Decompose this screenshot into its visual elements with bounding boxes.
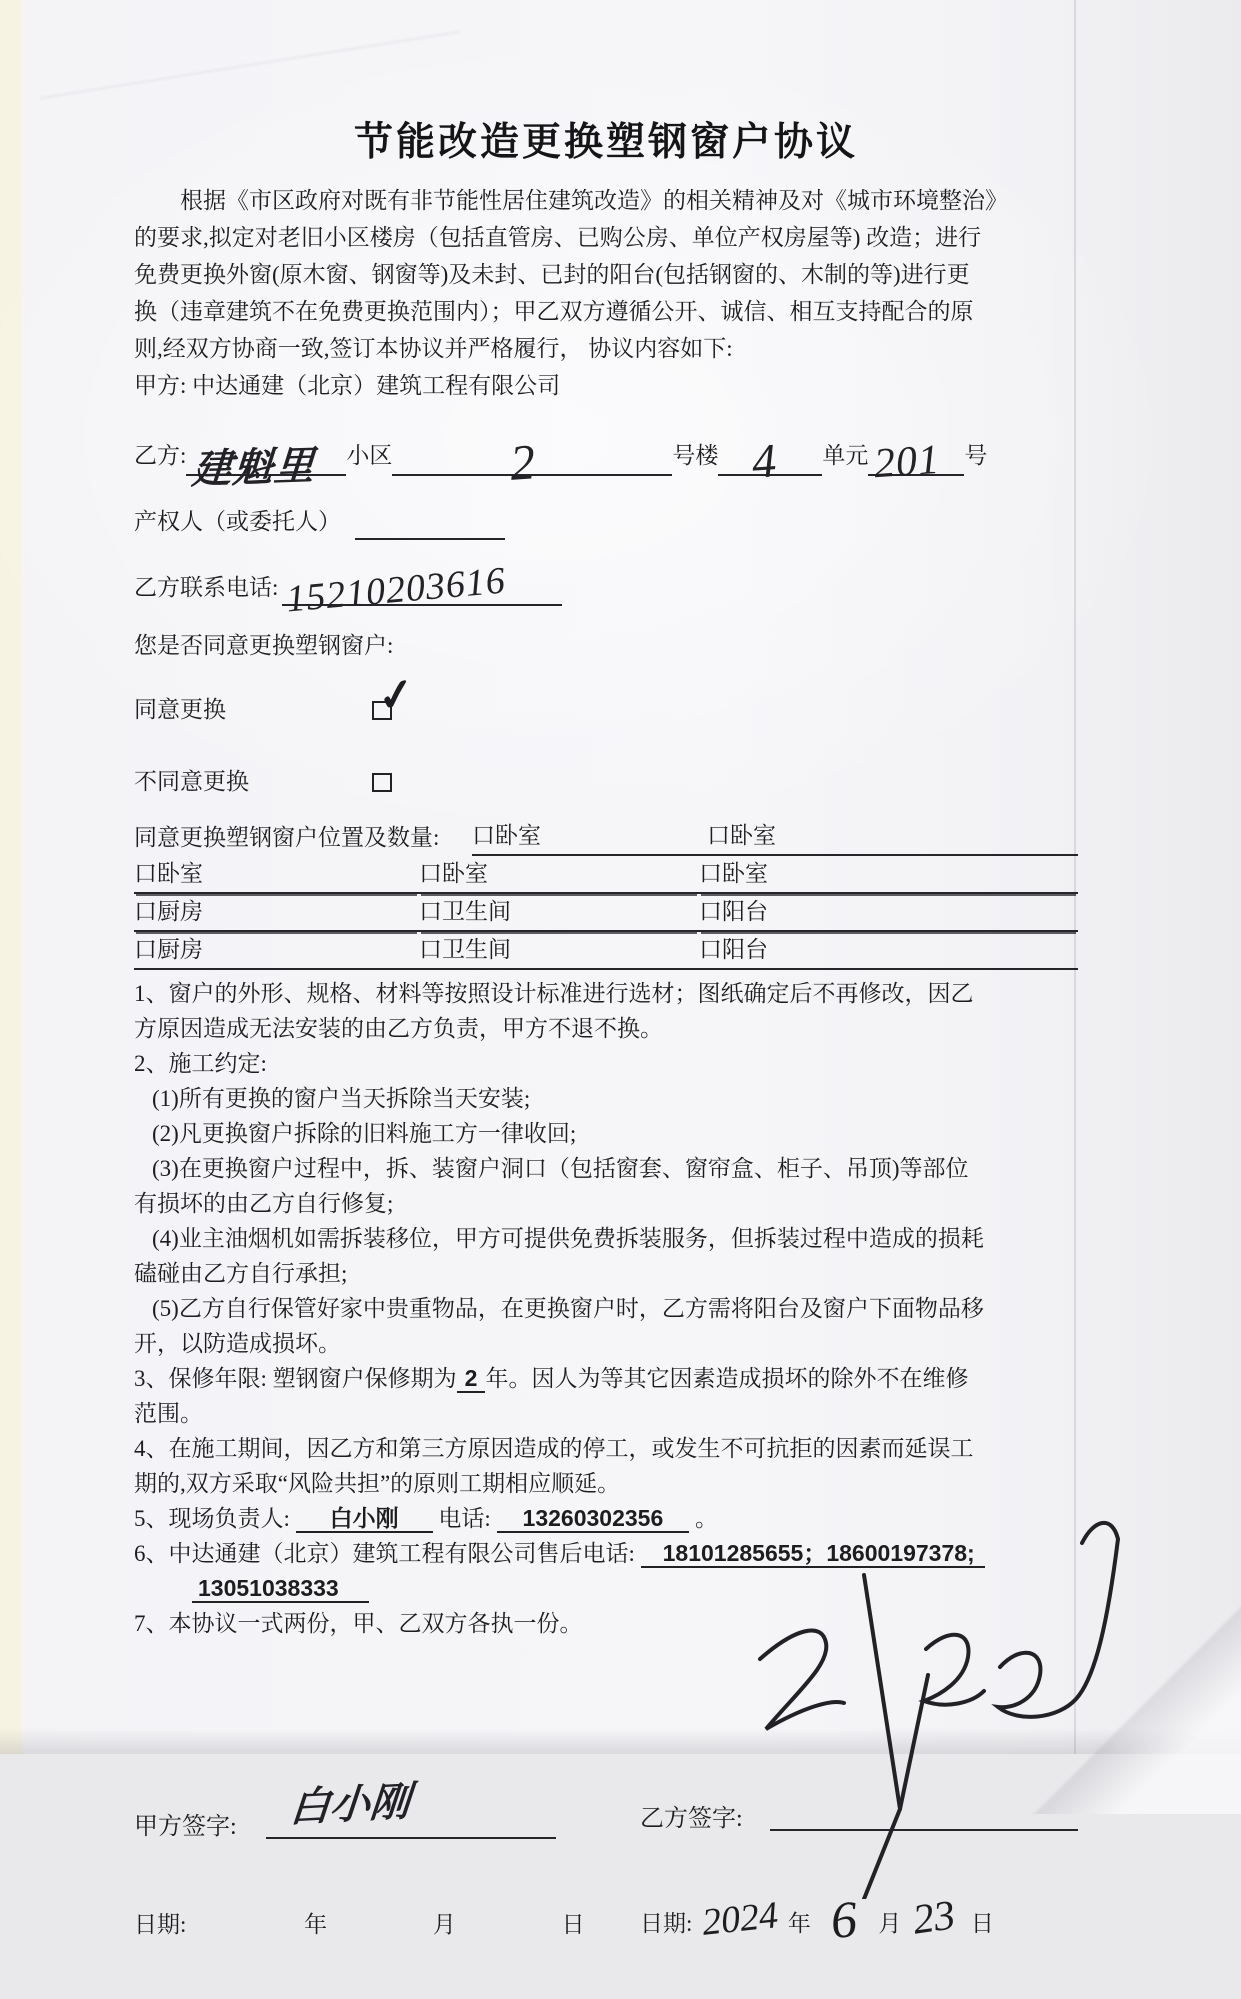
signature-area	[134, 1669, 1078, 1999]
building-number-handwriting: 4	[750, 434, 780, 489]
clause-2-3-cont: 有损坏的由乙方自行修复;	[134, 1191, 394, 1216]
locations-row	[134, 818, 1078, 856]
date-a-label: 日期:	[134, 1912, 187, 1937]
party-b-label: 乙方:	[134, 443, 187, 468]
agree-label: 同意更换	[134, 697, 226, 722]
location-cell	[419, 894, 699, 932]
location-label: 口阳台	[699, 899, 768, 924]
party-a-signature-handwriting: 白小刚	[288, 1778, 412, 1831]
party-a-line: 甲方: 中达通建（北京）建筑工程有限公司	[134, 373, 561, 398]
party-a-signature-line	[266, 1837, 556, 1839]
locations-row	[134, 932, 1078, 970]
location-label: 口卫生间	[419, 899, 511, 924]
location-label: 口卧室	[707, 823, 776, 848]
location-label: 口卧室	[472, 823, 541, 848]
clause-4-cont: 期的,双方采取“风险共担”的原则工期相应顺延。	[134, 1471, 621, 1496]
clause-2-2: (2)凡更换窗户拆除的旧料施工方一律收回;	[152, 1121, 577, 1146]
disagree-checkbox	[372, 773, 392, 792]
location-cell	[472, 818, 707, 856]
block-number-field	[392, 433, 672, 491]
clause-2-1: (1)所有更换的窗户当天拆除当天安装;	[152, 1086, 531, 1111]
intro-line: 的要求,拟定对老旧小区楼房（包括直管房、已购公房、单位产权房屋等) 改造；进行	[134, 225, 982, 250]
location-cell	[134, 932, 419, 970]
estate-name-handwriting: 建魁里	[190, 442, 317, 493]
clause-3-text: 3、保修年限: 塑钢窗户保修期为	[134, 1366, 457, 1391]
location-cell	[419, 932, 699, 970]
clause-2-5: (5)乙方自行保管好家中贵重物品，在更换窗户时，乙方需将阳台及窗户下面物品移	[152, 1296, 984, 1321]
party-b-signature-handwriting	[714, 1479, 1134, 1899]
estate-name-field	[186, 442, 346, 493]
clause-5-label: 5、现场负责人:	[134, 1506, 290, 1531]
intro-line: 根据《市区政府对既有非节能性居住建筑改造》的相关精神及对《城市环境整治》	[180, 188, 1008, 213]
phone-handwriting: 15210203616	[284, 559, 508, 621]
paper-crease	[40, 20, 460, 110]
agree-row	[134, 668, 1078, 732]
location-cell	[134, 894, 419, 932]
owner-line	[134, 492, 1078, 540]
agreement-document	[134, 118, 1078, 1999]
clause-1: 1、窗户的外形、规格、材料等按照设计标准进行选材；图纸确定后不再修改，因乙	[134, 981, 974, 1006]
clause-7: 7、本协议一式两份，甲、乙双方各执一份。	[134, 1611, 583, 1636]
date-b-day-handwriting: 23	[910, 1892, 959, 1944]
phone-line	[134, 550, 1078, 621]
phone-field	[282, 559, 562, 621]
disagree-label: 不同意更换	[134, 769, 249, 794]
location-label: 口卧室	[134, 861, 203, 886]
phone-label: 乙方联系电话:	[134, 575, 279, 600]
location-label: 口阳台	[699, 937, 768, 962]
clause-5-tel-label: 电话:	[438, 1506, 491, 1531]
month-label: 月	[432, 1912, 456, 1937]
day-label: 日	[970, 1911, 994, 1936]
clause-6-label: 6、中达通建（北京）建筑工程有限公司售后电话:	[134, 1541, 635, 1566]
location-label: 口厨房	[134, 937, 203, 962]
clause-3-text: 年。因人为等其它因素造成损坏的除外不在维修	[485, 1366, 969, 1391]
intro-line: 免费更换外窗(原木窗、钢窗等)及未封、已封的阳台(包括钢窗的、木制的等)进行更	[134, 262, 970, 287]
location-cell	[707, 818, 1078, 856]
clause-2-4: (4)业主油烟机如需拆装移位，甲方可提供免费拆装服务，但拆装过程中造成的损耗	[152, 1226, 984, 1251]
location-cell	[134, 856, 419, 894]
party-b-date-line	[640, 1891, 994, 1950]
unit-suffix: 号	[964, 443, 988, 468]
party-a-date-line	[134, 1907, 585, 1943]
location-label: 口卧室	[699, 861, 768, 886]
year-label: 年	[787, 1911, 811, 1936]
building-number-field	[718, 434, 822, 489]
clause-3	[134, 1361, 1078, 1396]
unit-label: 单元	[822, 443, 869, 468]
owner-name-field	[355, 510, 505, 540]
building-label: 号楼	[672, 443, 719, 468]
location-cell	[699, 856, 1078, 894]
date-b-month-handwriting: 6	[828, 1891, 859, 1950]
block-number-handwriting: 2	[508, 433, 539, 491]
party-a-signature-label: 甲方签字:	[134, 1814, 237, 1840]
site-manager-name: 白小刚	[296, 1505, 433, 1533]
after-sales-phones: 18101285655；18600197378;	[641, 1540, 985, 1568]
owner-label: 产权人（或委托人）	[134, 509, 341, 534]
date-b-year-handwriting: 2024	[700, 1894, 781, 1944]
warranty-years-value: 2	[457, 1365, 486, 1393]
consent-question: 您是否同意更换塑钢窗户:	[134, 633, 394, 658]
disagree-row	[134, 760, 1078, 804]
party-b-signature-label: 乙方签字:	[640, 1806, 743, 1832]
clause-2-4-cont: 磕碰由乙方自行承担;	[134, 1261, 348, 1286]
clause-4: 4、在施工期间，因乙方和第三方原因造成的停工，或发生不可抗拒的因素而延误工	[134, 1436, 974, 1461]
intro-line: 换（违章建筑不在免费更换范围内）；甲乙双方遵循公开、诚信、相互支持配合的原	[134, 299, 974, 324]
month-label: 月	[878, 1911, 902, 1936]
locations-prefix: 同意更换塑钢窗户位置及数量:	[134, 825, 440, 850]
location-label: 口厨房	[134, 899, 203, 924]
site-manager-phone: 13260302356	[497, 1505, 690, 1533]
unit-number-handwriting: 201	[872, 436, 942, 488]
after-sales-phone-2: 13051038333	[192, 1575, 369, 1603]
day-label: 日	[561, 1912, 585, 1937]
clause-2-3: (3)在更换窗户过程中，拆、装窗户洞口（包括窗套、窗帘盒、柜子、吊顶)等部位	[152, 1156, 969, 1181]
clause-1-cont: 方原因造成无法安装的由乙方负责，甲方不退不换。	[134, 1016, 663, 1041]
clause-3-cont: 范围。	[134, 1401, 203, 1426]
estate-suffix: 小区	[346, 443, 393, 468]
location-label: 口卫生间	[419, 937, 511, 962]
clause-2: 2、施工约定:	[134, 1051, 267, 1076]
location-label: 口卧室	[419, 861, 488, 886]
year-label: 年	[304, 1912, 328, 1937]
location-cell	[699, 932, 1078, 970]
locations-row	[134, 856, 1078, 894]
party-b-line	[134, 420, 1078, 493]
check-mark-handwriting: ✓	[374, 668, 419, 723]
clause-5-end: 。	[695, 1506, 718, 1531]
unit-number-field	[868, 436, 964, 488]
page-title: 节能改造更换塑钢窗户协议	[353, 121, 858, 164]
location-cell	[419, 856, 699, 894]
clause-2-5-cont: 开，以防造成损坏。	[134, 1331, 341, 1356]
locations-row	[134, 894, 1078, 932]
date-b-label: 日期:	[640, 1911, 693, 1936]
locations-grid	[134, 818, 1078, 970]
location-cell	[699, 894, 1078, 932]
intro-line: 则,经双方协商一致,签订本协议并严格履行， 协议内容如下:	[134, 336, 733, 361]
